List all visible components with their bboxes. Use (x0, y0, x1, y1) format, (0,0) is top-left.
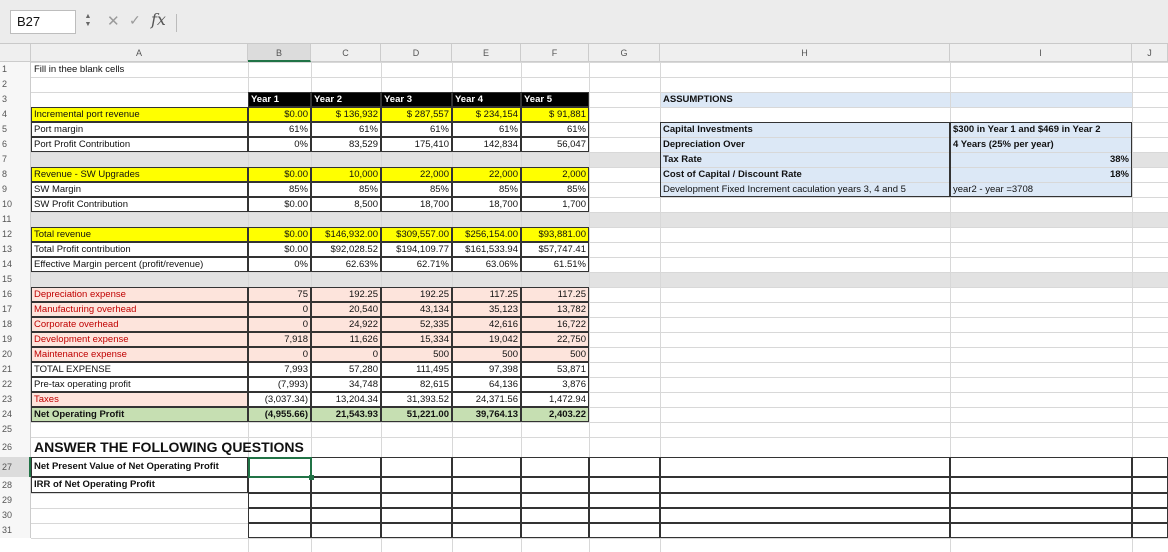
cell-d3[interactable]: Year 3 (384, 94, 412, 105)
fill-handle[interactable] (309, 475, 314, 480)
cell-e20[interactable]: 500 (502, 349, 518, 360)
row-header-17[interactable]: 17 (0, 302, 31, 317)
cell-a9[interactable]: SW Margin (34, 184, 81, 195)
cell-f20[interactable]: 500 (570, 349, 586, 360)
cell-h9[interactable]: Development Fixed Increment caculation years 3, 4 and 5 (663, 184, 906, 195)
cell-f17[interactable]: 13,782 (556, 304, 586, 315)
cell-e19[interactable]: 19,042 (488, 334, 518, 345)
cell-a18[interactable]: Corporate overhead (34, 319, 119, 330)
cell-a8[interactable]: Revenue - SW Upgrades (34, 169, 140, 180)
column-header-a[interactable]: A (31, 44, 248, 62)
cell-border (1132, 477, 1168, 493)
cell-e10[interactable]: 18,700 (488, 199, 518, 210)
cell-b3[interactable]: Year 1 (251, 94, 279, 105)
cell-d16[interactable]: 192.25 (419, 289, 449, 300)
cell-border (248, 508, 311, 523)
cell-d22[interactable]: 82,615 (419, 379, 449, 390)
cell-e14[interactable]: 63.06% (485, 259, 518, 270)
row-header-4[interactable]: 4 (0, 107, 31, 122)
cell-f18[interactable]: 16,722 (556, 319, 586, 330)
cell-c9[interactable]: 85% (358, 184, 378, 195)
cell-c19[interactable]: 11,626 (349, 334, 378, 345)
cell-d5[interactable]: 61% (429, 124, 449, 135)
cell-f3[interactable]: Year 5 (524, 94, 552, 105)
column-header-b[interactable]: B (248, 44, 311, 62)
cell-d8[interactable]: 22,000 (419, 169, 449, 180)
cell-e17[interactable]: 35,123 (488, 304, 518, 315)
row-header-3[interactable]: 3 (0, 92, 31, 107)
cell-e22[interactable]: 64,136 (488, 379, 518, 390)
cell-c21[interactable]: 57,280 (348, 364, 378, 375)
cell-e6[interactable]: 142,834 (483, 139, 518, 150)
column-header-e[interactable]: E (452, 44, 521, 62)
cell-f4[interactable]: $ 91,881 (549, 109, 586, 120)
cell-e23[interactable]: 24,371.56 (475, 394, 518, 405)
cell-border (950, 493, 1132, 508)
cell-border (950, 457, 1132, 477)
cell-i8[interactable]: 18% (1109, 169, 1129, 180)
row-header-7[interactable]: 7 (0, 152, 31, 167)
cell-b22[interactable]: (7,993) (277, 379, 308, 390)
cell-a14[interactable]: Effective Margin percent (profit/revenue) (34, 259, 204, 270)
cell-c14[interactable]: 62.63% (345, 259, 378, 270)
cell-border (1132, 523, 1168, 538)
cell-e9[interactable]: 85% (498, 184, 518, 195)
cell-border (311, 508, 381, 523)
row-header-30[interactable]: 30 (0, 508, 31, 523)
cell-i6[interactable]: 4 Years (25% per year) (953, 139, 1054, 150)
cell-border (521, 477, 589, 493)
row-header-24[interactable]: 24 (0, 407, 31, 422)
cell-c4[interactable]: $ 136,932 (335, 109, 378, 120)
cell-border (589, 457, 660, 477)
cell-a27[interactable]: Net Present Value of Net Operating Profit (34, 461, 219, 472)
row-header-21[interactable]: 21 (0, 362, 31, 377)
cell-h7[interactable]: Tax Rate (663, 154, 702, 165)
cell-border (248, 523, 311, 538)
cell-b16[interactable]: 75 (297, 289, 308, 300)
cell-b20[interactable]: 0 (302, 349, 308, 360)
row-header-9[interactable]: 9 (0, 182, 31, 197)
cell-border (381, 457, 452, 477)
cell-b5[interactable]: 61% (288, 124, 308, 135)
row-header-16[interactable]: 16 (0, 287, 31, 302)
cell-border (589, 477, 660, 493)
cell-d17[interactable]: 43,134 (419, 304, 449, 315)
cell-f10[interactable]: 1,700 (562, 199, 586, 210)
cell-border (589, 523, 660, 538)
row-header-8[interactable]: 8 (0, 167, 31, 182)
row-header-18[interactable]: 18 (0, 317, 31, 332)
cancel-icon[interactable]: ✕ (107, 13, 120, 30)
row-header-6[interactable]: 6 (0, 137, 31, 152)
cell-c12[interactable]: $146,932.00 (325, 229, 378, 240)
cell-border (311, 523, 381, 538)
column-header-h[interactable]: H (660, 44, 950, 62)
cell-border (381, 508, 452, 523)
cell-c3[interactable]: Year 2 (314, 94, 342, 105)
cell-a6[interactable]: Port Profit Contribution (34, 139, 131, 150)
cell-f22[interactable]: 3,876 (562, 379, 586, 390)
row-header-10[interactable]: 10 (0, 197, 31, 212)
cell-d4[interactable]: $ 287,557 (406, 109, 449, 120)
row-header-12[interactable]: 12 (0, 227, 31, 242)
cell-border (589, 508, 660, 523)
cell-i5[interactable]: $300 in Year 1 and $469 in Year 2 (953, 124, 1101, 135)
cell-d19[interactable]: 15,334 (419, 334, 449, 345)
cell-a4[interactable]: Incremental port revenue (34, 109, 140, 120)
cell-border (381, 477, 452, 493)
cell-border (1132, 508, 1168, 523)
cell-b6[interactable]: 0% (294, 139, 308, 150)
cell-h3[interactable]: ASSUMPTIONS (663, 94, 733, 105)
cell-border (311, 493, 381, 508)
cell-border (521, 508, 589, 523)
row-header-13[interactable]: 13 (0, 242, 31, 257)
cell-h5[interactable]: Capital Investments (663, 124, 753, 135)
cell-border (1132, 493, 1168, 508)
cell-d14[interactable]: 62.71% (416, 259, 449, 270)
cell-border (1132, 457, 1168, 477)
fill-row-15 (31, 272, 1168, 287)
selected-cell-b27[interactable] (248, 457, 312, 478)
cell-a23[interactable]: Taxes (34, 394, 59, 405)
cell-h6[interactable]: Depreciation Over (663, 139, 745, 150)
cell-border (950, 523, 1132, 538)
column-header-i[interactable]: I (950, 44, 1132, 62)
cell-c17[interactable]: 20,540 (348, 304, 378, 315)
cell-d23[interactable]: 31,393.52 (406, 394, 449, 405)
fill-row-11 (31, 212, 1168, 227)
cell-a24[interactable]: Net Operating Profit (34, 409, 125, 420)
cell-c18[interactable]: 24,922 (348, 319, 378, 330)
cell-e18[interactable]: 42,616 (488, 319, 518, 330)
cell-d21[interactable]: 111,495 (416, 364, 449, 375)
gridline-row (31, 77, 1168, 78)
column-header-f[interactable]: F (521, 44, 589, 62)
cell-b17[interactable]: 0 (302, 304, 308, 315)
row-header-5[interactable]: 5 (0, 122, 31, 137)
gridline-row (31, 422, 1168, 423)
cell-a13[interactable]: Total Profit contribution (34, 244, 131, 255)
cell-b10[interactable]: $0.00 (284, 199, 308, 210)
cell-e8[interactable]: 22,000 (488, 169, 518, 180)
cell-a19[interactable]: Development expense (34, 334, 129, 345)
cell-a28[interactable]: IRR of Net Operating Profit (34, 479, 155, 490)
row-header-31[interactable]: 31 (0, 523, 31, 538)
cell-b14[interactable]: 0% (294, 259, 308, 270)
formula-bar (0, 0, 1168, 44)
row-header-11[interactable]: 11 (0, 212, 31, 227)
cell-e13[interactable]: $161,533.94 (465, 244, 518, 255)
column-header-c[interactable]: C (311, 44, 381, 62)
cell-b9[interactable]: 85% (288, 184, 308, 195)
cell-f12[interactable]: $93,881.00 (538, 229, 586, 240)
cell-border (660, 508, 950, 523)
cell-e16[interactable]: 117.25 (489, 289, 518, 300)
row-header-1[interactable]: 1 (0, 62, 31, 77)
cell-c5[interactable]: 61% (358, 124, 378, 135)
cell-c22[interactable]: 34,748 (348, 379, 378, 390)
cell-border (950, 508, 1132, 523)
cell-b18[interactable]: 0 (302, 319, 308, 330)
column-header-d[interactable]: D (381, 44, 452, 62)
cell-f9[interactable]: 85% (566, 184, 586, 195)
name-box-stepper-icon[interactable]: ▲ ▼ (84, 13, 92, 28)
cell-f5[interactable]: 61% (566, 124, 586, 135)
cell-d20[interactable]: 500 (433, 349, 449, 360)
row-header-20[interactable]: 20 (0, 347, 31, 362)
cell-border (248, 493, 311, 508)
gridline-row (31, 272, 1168, 273)
cell-b24[interactable]: (4,955.66) (264, 409, 308, 420)
gridline-row (31, 212, 1168, 213)
cell-f16[interactable]: 117.25 (557, 289, 586, 300)
cell-c24[interactable]: 21,543.93 (335, 409, 378, 420)
gridline-row (31, 508, 1168, 509)
cell-border (589, 493, 660, 508)
cell-c16[interactable]: 192.25 (348, 289, 378, 300)
cell-c6[interactable]: 83,529 (348, 139, 378, 150)
cell-f23[interactable]: 1,472.94 (549, 394, 586, 405)
cell-b4[interactable]: $0.00 (284, 109, 308, 120)
cell-e5[interactable]: 61% (498, 124, 518, 135)
column-header-j[interactable]: J (1132, 44, 1168, 62)
cell-border (452, 457, 521, 477)
cell-d6[interactable]: 175,410 (414, 139, 449, 150)
cell-e12[interactable]: $256,154.00 (465, 229, 518, 240)
column-header-g[interactable]: G (589, 44, 660, 62)
cell-border (521, 493, 589, 508)
cell-e4[interactable]: $ 234,154 (475, 109, 518, 120)
cell-e3[interactable]: Year 4 (455, 94, 483, 105)
row-header-29[interactable]: 29 (0, 493, 31, 508)
cell-f13[interactable]: $57,747.41 (538, 244, 586, 255)
cell-a17[interactable]: Manufacturing overhead (34, 304, 137, 315)
cell-d18[interactable]: 52,335 (419, 319, 449, 330)
cell-border (660, 523, 950, 538)
cell-a22[interactable]: Pre-tax operating profit (34, 379, 131, 390)
cell-b8[interactable]: $0.00 (284, 169, 308, 180)
cell-c10[interactable]: 8,500 (354, 199, 378, 210)
cell-border (660, 457, 950, 477)
cell-h8[interactable]: Cost of Capital / Discount Rate (663, 169, 802, 180)
cell-f6[interactable]: 56,047 (556, 139, 586, 150)
cell-d24[interactable]: 51,221.00 (406, 409, 449, 420)
cell-b21[interactable]: 7,993 (284, 364, 308, 375)
formula-input[interactable] (182, 12, 1152, 32)
row-header-14[interactable]: 14 (0, 257, 31, 272)
row-header-27[interactable]: 27 (0, 457, 31, 477)
row-header-25[interactable]: 25 (0, 422, 31, 437)
cell-d10[interactable]: 18,700 (419, 199, 449, 210)
cell-a26[interactable]: ANSWER THE FOLLOWING QUESTIONS (34, 439, 304, 455)
cell-f24[interactable]: 2,403.22 (549, 409, 586, 420)
insert-function-icon[interactable]: fx (151, 10, 166, 29)
gridline-row (31, 493, 1168, 494)
cell-border (452, 477, 521, 493)
cell-a21[interactable]: TOTAL EXPENSE (34, 364, 111, 375)
cell-border (381, 523, 452, 538)
cell-c8[interactable]: 10,000 (348, 169, 378, 180)
cell-b23[interactable]: (3,037.34) (264, 394, 308, 405)
cell-border (660, 493, 950, 508)
cell-border (660, 477, 950, 493)
row-header-23[interactable]: 23 (0, 392, 31, 407)
cell-border (452, 523, 521, 538)
row-header-26[interactable]: 26 (0, 437, 31, 457)
cell-a12[interactable]: Total revenue (34, 229, 92, 240)
cell-border (381, 493, 452, 508)
cell-d12[interactable]: $309,557.00 (396, 229, 449, 240)
cell-border (521, 523, 589, 538)
cell-f19[interactable]: 22,750 (556, 334, 586, 345)
cell-c23[interactable]: 13,204.34 (335, 394, 378, 405)
gridline-row (31, 523, 1168, 524)
gridline-row (31, 538, 1168, 539)
gridline-col (1132, 62, 1133, 552)
cell-e21[interactable]: 97,398 (488, 364, 518, 375)
cell-c13[interactable]: $92,028.52 (330, 244, 378, 255)
cell-f14[interactable]: 61.51% (553, 259, 586, 270)
cell-f8[interactable]: 2,000 (562, 169, 586, 180)
gridline-row (31, 92, 1168, 93)
cell-border (452, 508, 521, 523)
formula-separator (176, 14, 177, 32)
header-corner (0, 44, 31, 62)
cell-a16[interactable]: Depreciation expense (34, 289, 126, 300)
cell-border (950, 477, 1132, 493)
cell-a5[interactable]: Port margin (34, 124, 84, 135)
cell-a1[interactable]: Fill in thee blank cells (34, 64, 125, 75)
cell-b12[interactable]: $0.00 (284, 229, 308, 240)
cell-e24[interactable]: 39,764.13 (475, 409, 518, 420)
name-box[interactable]: B27 (10, 10, 76, 34)
cell-b13[interactable]: $0.00 (284, 244, 308, 255)
row-header-22[interactable]: 22 (0, 377, 31, 392)
cell-d13[interactable]: $194,109.77 (396, 244, 449, 255)
row-header-28[interactable]: 28 (0, 477, 31, 493)
cell-d9[interactable]: 85% (429, 184, 449, 195)
gridline-col (589, 62, 590, 552)
enter-icon[interactable]: ✓ (129, 12, 141, 28)
cell-c20[interactable]: 0 (372, 349, 378, 360)
row-header-19[interactable]: 19 (0, 332, 31, 347)
cell-b19[interactable]: 7,918 (284, 334, 308, 345)
cell-border (521, 457, 589, 477)
cell-i7[interactable]: 38% (1109, 154, 1129, 165)
row-header-15[interactable]: 15 (0, 272, 31, 287)
cell-a20[interactable]: Maintenance expense (34, 349, 127, 360)
cell-border (452, 493, 521, 508)
row-header-2[interactable]: 2 (0, 77, 31, 92)
cell-i9[interactable]: year2 - year =3708 (953, 184, 1034, 195)
cell-f21[interactable]: 53,871 (556, 364, 586, 375)
cell-a10[interactable]: SW Profit Contribution (34, 199, 128, 210)
